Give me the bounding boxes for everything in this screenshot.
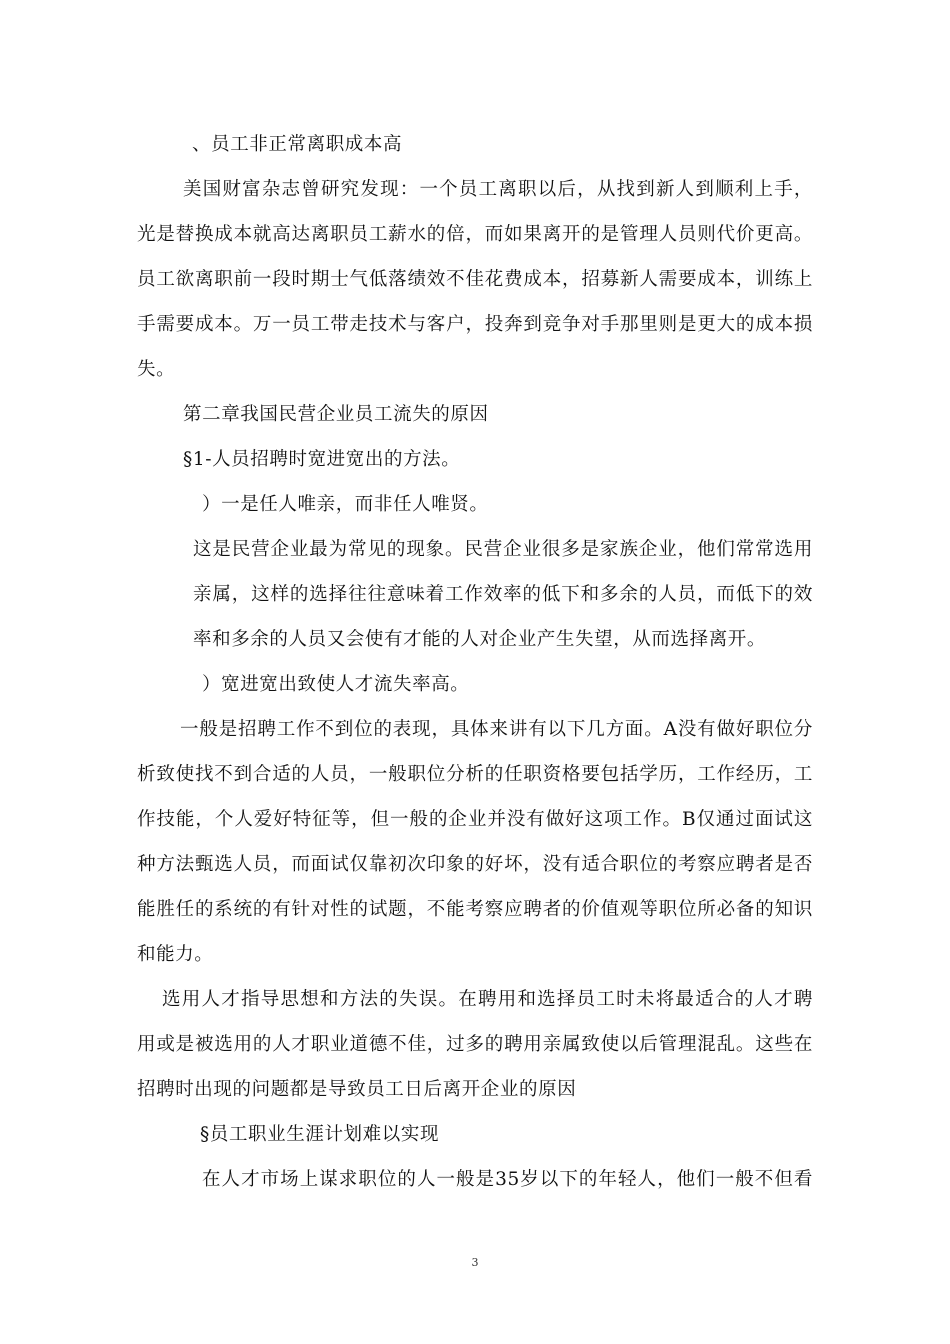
section-heading-career-plan: §员工职业生涯计划难以实现 <box>200 1124 440 1145</box>
paragraph-line: 作技能，个人爱好特征等，但一般的企业并没有做好这项工作。B仅通过面试这 <box>137 809 813 830</box>
paragraph-line: 析致使找不到合适的人员，一般职位分析的任职资格要包括学历，工作经历，工 <box>137 764 813 785</box>
paragraph-line: 率和多余的人员又会使有才能的人对企业产生失望，从而选择离开。 <box>193 629 767 650</box>
paragraph-line: 用或是被选用的人才职业道德不佳，过多的聘用亲属致使以后管理混乱。这些在 <box>137 1034 813 1055</box>
section-heading-turnover-cost: 、员工非正常离职成本高 <box>192 134 403 155</box>
subsection-heading-nepotism: ）一是任人唯亲，而非任人唯贤。 <box>202 494 489 515</box>
paragraph-line: 美国财富杂志曾研究发现：一个员工离职以后，从找到新人到顺利上手， <box>183 179 813 200</box>
paragraph-line: 选用人才指导思想和方法的失误。在聘用和选择员工时未将最适合的人才聘 <box>162 989 813 1010</box>
paragraph-line: 这是民营企业最为常见的现象。民营企业很多是家族企业，他们常常选用 <box>193 539 813 560</box>
paragraph-line: 光是替换成本就高达离职员工薪水的倍，而如果离开的是管理人员则代价更高。 <box>137 224 813 245</box>
section-heading-recruitment: §1-人员招聘时宽进宽出的方法。 <box>183 449 461 470</box>
paragraph-line: 招聘时出现的问题都是导致员工日后离开企业的原因 <box>137 1079 577 1100</box>
paragraph-line: 和能力。 <box>137 944 214 965</box>
chapter-heading: 第二章我国民营企业员工流失的原因 <box>183 404 489 425</box>
paragraph-line: 种方法甄选人员，而面试仅靠初次印象的好坏，没有适合职位的考察应聘者是否 <box>137 854 813 875</box>
paragraph-line: 在人才市场上谋求职位的人一般是35岁以下的年轻人，他们一般不但看 <box>202 1169 813 1190</box>
paragraph-line: 手需要成本。万一员工带走技术与客户，投奔到竞争对手那里则是更大的成本损 <box>137 314 813 335</box>
page-number: 3 <box>471 1256 479 1269</box>
paragraph-line: 员工欲离职前一段时期士气低落绩效不佳花费成本，招募新人需要成本，训练上 <box>137 269 813 290</box>
paragraph-line: 亲属，这样的选择往往意味着工作效率的低下和多余的人员，而低下的效 <box>193 584 813 605</box>
paragraph-line: 能胜任的系统的有针对性的试题，不能考察应聘者的价值观等职位所必备的知识 <box>137 899 813 920</box>
subsection-heading-loose-entry: ）宽进宽出致使人才流失率高。 <box>202 674 470 695</box>
paragraph-line: 一般是招聘工作不到位的表现，具体来讲有以下几方面。A没有做好职位分 <box>180 719 813 740</box>
paragraph-line: 失。 <box>137 359 176 380</box>
